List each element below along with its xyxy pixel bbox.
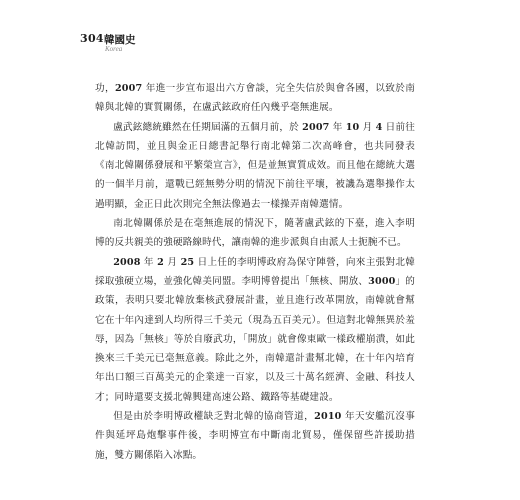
paragraph-p2 <box>95 118 415 214</box>
paragraph-p5 <box>95 407 415 465</box>
text-run: 功， <box>95 83 115 94</box>
date-number: 2007 <box>114 83 143 94</box>
text-run: 但是由於李明博政權缺乏對北韓的協商管道， <box>113 411 315 423</box>
date-number: 2008 <box>113 256 141 268</box>
page-header <box>80 32 380 62</box>
text-run: 年進一步宣布退出六方會談，完全失信於與會各國，以致於南韓與北韓的實質關係，在盧武鉉政府任內幾乎毫無進展。 <box>95 83 415 114</box>
date-number: 25 <box>180 256 195 268</box>
text-run: 年 <box>140 256 158 268</box>
text-run: 年天安艦沉沒事件與延坪島炮擊事件後，李明博宣布中斷南北貿易，僅保留些許援助措施，雙方關係陷入冰點。 <box>95 411 416 461</box>
text-run: 」的政策，表明只要北韓放棄核武發展計畫，並且進行改革開放，南韓就會幫它在十年內達到人均所得三千美元（現為五百美元）。但這對北韓無異於羞辱，因為「無核」等於自廢武功，「開放」就會像東歐一樣政權崩潰，如此換來三千美元已毫無意義。除此之外，南韓還計畫幫北韓，在十年內培育年出口額三百萬美元的企業達一百家，以及三十萬名經濟、金融、科技人才；同時還要支援北韓興建高速公路、鐵路等基礎建設。 <box>95 275 415 403</box>
text-run: 月 <box>163 256 181 268</box>
text-run: 盧武鉉總統雖然在任期屆滿的五個月前，於 <box>113 121 303 133</box>
date-number: 3000 <box>368 275 396 287</box>
paragraph-p4 <box>95 253 415 407</box>
text-run: 月 <box>359 121 376 133</box>
text-run: 日上任的李明博政府為保守陣營，向來主張對北韓採取強硬立場，並強化韓美同盟。李明博曾提出「無核、開放、 <box>95 256 415 287</box>
date-number: 4 <box>375 121 383 133</box>
body-text <box>95 79 415 465</box>
date-number: 2010 <box>314 411 342 423</box>
date-number: 2 <box>157 256 164 268</box>
paragraph-p3 <box>95 214 415 253</box>
date-number: 2007 <box>302 121 330 133</box>
text-run: 日前往北韓訪問，並且與金正日總書記舉行南北韓第二次高峰會，也共同發表《南北韓關係發展和平繁榮宣言》，但是並無實質成效。而且他在總統大選的一個半月前，還戰已經無勢分明的情況下前往平壤，被譏為選舉操作太過明顯，金正日此次則完全無法像過去一樣操弄南韓選情。 <box>95 121 415 210</box>
running-book-title: 韓國史 <box>104 34 136 46</box>
date-number: 10 <box>345 121 360 133</box>
text-run: 南北韓關係於是在毫無進展的情況下，隨著盧武鉉的下臺，進入李明博的反共親美的強硬路線時代，讓南韓的進步派與自由派人士扼腕不已。 <box>95 218 415 249</box>
paragraph-p1 <box>95 79 415 118</box>
text-run: 年 <box>329 121 346 133</box>
page-number: 304 <box>80 32 104 45</box>
running-book-subtitle: Korea <box>105 45 123 53</box>
